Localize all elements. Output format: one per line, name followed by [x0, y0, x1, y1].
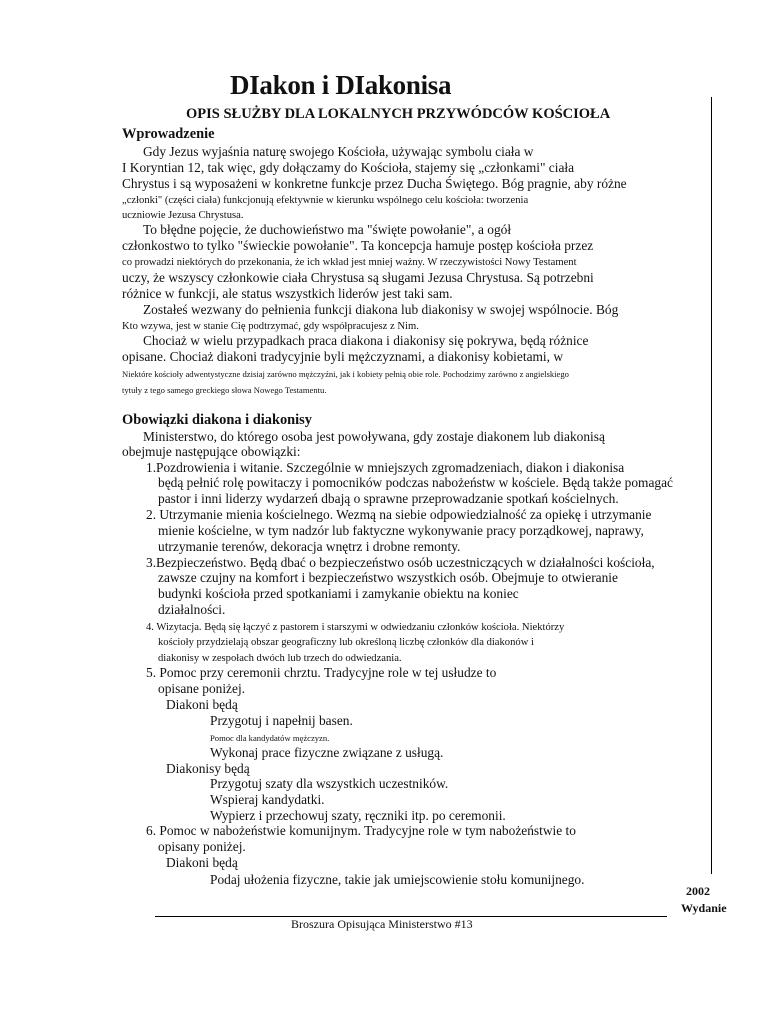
- intro-line: różnice w funkcji, ale status wszystkich liderów jest taki sam.: [122, 286, 453, 301]
- intro-line: tytuły z tego samego greckiego słowa Nowego Testamentu.: [122, 385, 327, 395]
- document-subtitle: OPIS SŁUŻBY DLA LOKALNYCH PRZYWÓDCÓW KOŚCIOŁA: [186, 106, 611, 122]
- intro-line: Niektóre kościoły adwentystyczne dzisiaj zarówno mężczyźni, jak i kobiety pełnią obie role. Pochodzimy zarówno z angielskiego: [122, 369, 569, 379]
- intro-line: To błędne pojęcie, że duchowieństwo ma "święte powołanie", a ogół: [143, 222, 512, 237]
- footer-text: Broszura Opisująca Ministerstwo #13: [291, 917, 473, 931]
- intro-line: uczy, że wszyscy członkowie ciała Chrystusa są sługami Jezusa Chrystusa. Są potrzebni: [122, 270, 594, 285]
- duties-line: diakonisy w zespołach dwóch lub trzech do odwiedzania.: [158, 653, 402, 664]
- subgroup-label: Diakoni będą: [166, 697, 238, 712]
- document-title: DIakon i DIakonisa: [230, 70, 452, 100]
- duties-line: 1.Pozdrowienia i witanie. Szczególnie w mniejszych zgromadzeniach, diakon i diakonisa: [146, 460, 625, 475]
- duties-line: 6. Pomoc w nabożeństwie komunijnym. Tradycyjne role w tym nabożeństwie to: [146, 823, 576, 838]
- duties-line: Przygotuj i napełnij basen.: [210, 713, 353, 728]
- duties-line: 5. Pomoc przy ceremonii chrztu. Tradycyjne role w tej usłudze to: [146, 665, 497, 680]
- vertical-rule: [711, 97, 712, 874]
- duties-line: 4. Wizytacja. Będą się łączyć z pastorem i starszymi w odwiedzaniu członków kościoła. Niektórzy: [146, 622, 565, 633]
- intro-line: członkostwo to tylko "świeckie powołanie". Ta koncepcja hamuje postęp kościoła przez: [122, 238, 594, 253]
- section-heading-intro: Wprowadzenie: [122, 126, 215, 142]
- intro-line: uczniowie Jezusa Chrystusa.: [122, 210, 244, 221]
- intro-line: Chociaż w wielu przypadkach praca diakona i diakonisy się pokrywa, będą różnice: [143, 333, 589, 348]
- intro-line: Kto wzywa, jest w stanie Cię podtrzymać, gdy współpracujesz z Nim.: [122, 321, 419, 332]
- duties-line: budynki kościoła przed spotkaniami i zamykanie obiektu na koniec: [158, 586, 519, 601]
- duties-line: działalności.: [158, 602, 226, 617]
- duties-line: zawsze czujny na komfort i bezpieczeństwo wszystkich osób. Obejmuje to otwieranie: [158, 570, 618, 585]
- edition-year: 2002: [686, 884, 710, 898]
- intro-line: opisane. Chociaż diakoni tradycyjnie byli mężczyznami, a diakonisy kobietami, w: [122, 349, 564, 364]
- section-heading-duties: Obowiązki diakona i diakonisy: [122, 412, 312, 428]
- subgroup-label: Diakonisy będą: [166, 761, 250, 776]
- duties-line: opisane poniżej.: [158, 681, 246, 696]
- duties-line: opisany poniżej.: [158, 839, 246, 854]
- duties-line: mienie kościelne, w tym nadzór lub faktyczne wykonywanie pracy porządkowej, naprawy,: [158, 523, 644, 538]
- intro-line: Zostałeś wezwany do pełnienia funkcji diakona lub diakonisy w swojej wspólnocie. Bóg: [143, 302, 619, 317]
- duties-line: Ministerstwo, do którego osoba jest powoływana, gdy zostaje diakonem lub diakonisą: [143, 429, 605, 444]
- intro-line: Gdy Jezus wyjaśnia naturę swojego Kościoła, używając symbolu ciała w: [143, 144, 534, 159]
- duties-line: Przygotuj szaty dla wszystkich uczestników.: [210, 776, 449, 791]
- edition-label: Wydanie: [681, 901, 727, 915]
- intro-line: Chrystus i są wyposażeni w konkretne funkcje przez Ducha Świętego. Bóg pragnie, aby różne: [122, 176, 627, 191]
- duties-line: pastor i inni liderzy wydarzeń dbają o sprawne przeprowadzanie spotkań kościelnych.: [158, 491, 619, 506]
- duties-line: Wspieraj kandydatki.: [210, 792, 325, 807]
- intro-line: co prowadzi niektórych do przekonania, że ich wkład jest mniej ważny. W rzeczywistości Nowy Testament: [122, 257, 577, 268]
- duties-line: Wypierz i przechowuj szaty, ręczniki itp. po ceremonii.: [210, 808, 506, 823]
- duties-line: będą pełnić rolę powitaczy i pomocników podczas nabożeństw w kościele. Będą także pomagać: [158, 475, 673, 490]
- duties-line: Pomoc dla kandydatów mężczyzn.: [210, 733, 330, 743]
- duties-line: utrzymanie terenów, dekoracja wnętrz i drobne remonty.: [158, 539, 461, 554]
- duties-line: Podaj ułożenia fizyczne, takie jak umiejscowienie stołu komunijnego.: [210, 872, 585, 887]
- duties-line: 3.Bezpieczeństwo. Będą dbać o bezpieczeństwo osób uczestniczących w działalności kościoła,: [146, 555, 655, 570]
- intro-line: „członki" (części ciała) funkcjonują efektywnie w kierunku wspólnego celu kościoła: tworzenia: [122, 195, 529, 206]
- duties-line: kościoły przydzielają obszar geograficzny lub określoną liczbę członków dla diakonów i: [158, 637, 534, 648]
- duties-line: Wykonaj prace fizyczne związane z usługą.: [210, 745, 444, 760]
- intro-line: I Koryntian 12, tak więc, gdy dołączamy do Kościoła, stajemy się „członkami" ciała: [122, 160, 575, 175]
- duties-line: obejmuje następujące obowiązki:: [122, 444, 301, 459]
- subgroup-label: Diakoni będą: [166, 855, 238, 870]
- duties-line: 2. Utrzymanie mienia kościelnego. Wezmą na siebie odpowiedzialność za opiekę i utrzymanie: [146, 507, 652, 522]
